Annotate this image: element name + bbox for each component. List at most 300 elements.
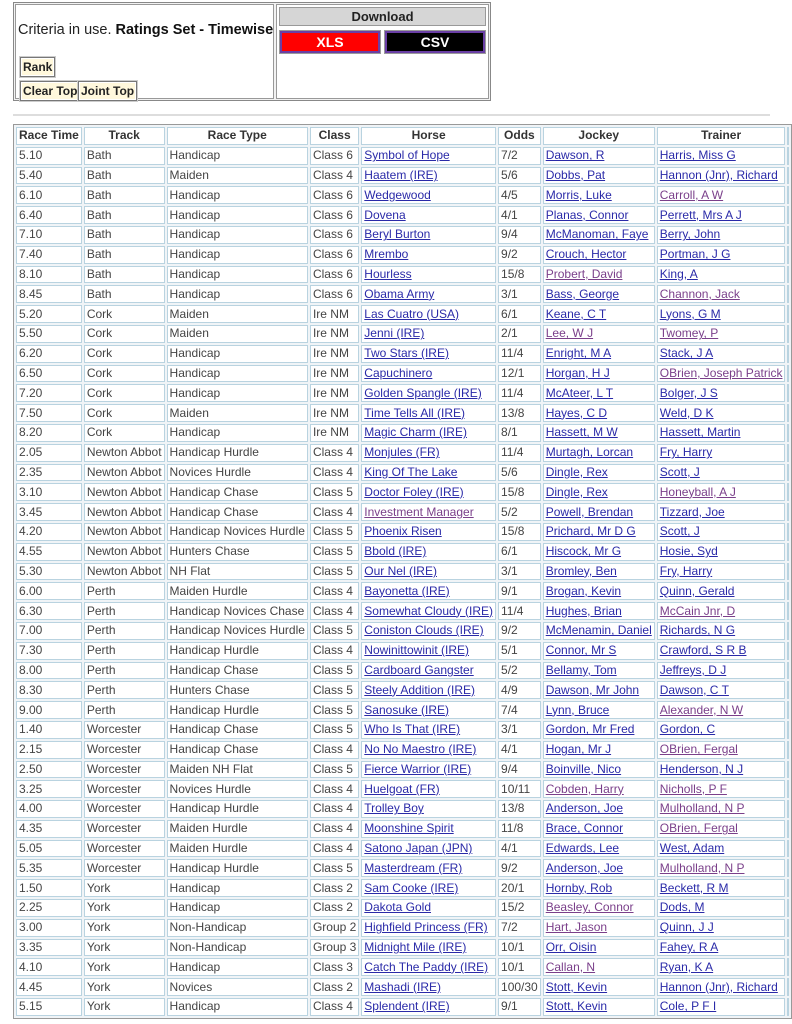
- horse-cell: [361, 424, 496, 442]
- horse-cell: [361, 820, 496, 838]
- horse-link[interactable]: Who Is That (IRE): [364, 722, 461, 737]
- horse-link[interactable]: Highfield Princess (FR): [364, 920, 488, 935]
- horse-link[interactable]: Investment Manager: [364, 504, 474, 519]
- jockey-link[interactable]: Anderson, Joe: [545, 801, 624, 816]
- horse-link[interactable]: Dovena: [364, 207, 406, 222]
- table-row: [16, 859, 789, 877]
- overflow-cell: [787, 345, 789, 363]
- jockey-cell: [543, 701, 655, 719]
- trainer-link[interactable]: Quinn, Gerald: [659, 583, 735, 598]
- horse-link[interactable]: Coniston Clouds (IRE): [364, 623, 484, 638]
- track-cell: Worcester: [84, 820, 165, 838]
- horse-link[interactable]: Satono Japan (JPN): [364, 841, 473, 856]
- trainer-link[interactable]: Hannon (Jnr), Richard: [659, 167, 778, 182]
- trainer-link[interactable]: Perrett, Mrs A J: [659, 207, 742, 222]
- odds-cell: 5/2: [498, 503, 541, 521]
- trainer-link[interactable]: Fry, Harry: [659, 563, 713, 578]
- horse-link[interactable]: Nowinittowinit (IRE): [364, 643, 469, 658]
- jockey-link[interactable]: McAteer, L T: [545, 385, 614, 400]
- track-cell: Bath: [84, 285, 165, 303]
- horse-link[interactable]: Mrembo: [364, 247, 409, 262]
- table-row: [16, 345, 789, 363]
- clear-top-button[interactable]: Clear Top: [20, 81, 80, 101]
- header-race-type[interactable]: Race Type: [167, 127, 308, 145]
- overflow-cell: [787, 186, 789, 204]
- horse-link[interactable]: Magic Charm (IRE): [364, 425, 467, 440]
- jockey-link[interactable]: Dobbs, Pat: [545, 167, 606, 182]
- overflow-cell: [787, 859, 789, 877]
- jockey-link[interactable]: Hassett, M W: [545, 425, 618, 440]
- race-time-cell: 2.25: [16, 899, 82, 917]
- odds-cell: 4/1: [498, 206, 541, 224]
- horse-link[interactable]: Sanosuke (IRE): [364, 702, 449, 717]
- track-cell: Bath: [84, 226, 165, 244]
- overflow-cell: [787, 305, 789, 323]
- jockey-cell: [543, 404, 655, 422]
- trainer-link[interactable]: Jeffreys, D J: [659, 662, 727, 677]
- jockey-cell: [543, 186, 655, 204]
- table-row: [16, 563, 789, 581]
- horse-link[interactable]: Golden Spangle (IRE): [364, 385, 482, 400]
- jockey-link[interactable]: Hart, Jason: [545, 920, 608, 935]
- race-type-cell: Handicap Chase: [167, 741, 308, 759]
- trainer-link[interactable]: Twomey, P: [659, 326, 719, 341]
- table-row: [16, 325, 789, 343]
- track-cell: Worcester: [84, 721, 165, 739]
- race-time-cell: 9.00: [16, 701, 82, 719]
- horse-link[interactable]: Cardboard Gangster: [364, 662, 474, 677]
- horse-link[interactable]: No No Maestro (IRE): [364, 742, 477, 757]
- table-body: [16, 147, 789, 1016]
- horse-link[interactable]: Our Nel (IRE): [364, 563, 437, 578]
- jockey-cell: [543, 681, 655, 699]
- track-cell: Bath: [84, 147, 165, 165]
- horse-link[interactable]: Catch The Paddy (IRE): [364, 959, 489, 974]
- race-type-cell: Handicap: [167, 365, 308, 383]
- table-row: [16, 543, 789, 561]
- jockey-cell: [543, 563, 655, 581]
- horse-link[interactable]: Two Stars (IRE): [364, 346, 449, 361]
- overflow-cell: [787, 780, 789, 798]
- trainer-link[interactable]: Nicholls, P F: [659, 781, 727, 796]
- race-type-cell: Handicap Hurdle: [167, 642, 308, 660]
- horse-link[interactable]: Obama Army: [364, 286, 435, 301]
- jockey-link[interactable]: Crouch, Hector: [545, 247, 627, 262]
- trainer-link[interactable]: Channon, Jack: [659, 286, 740, 301]
- jockey-link[interactable]: Callan, N: [545, 959, 596, 974]
- trainer-link[interactable]: McCain Jnr, D: [659, 603, 736, 618]
- jockey-link[interactable]: Boinville, Nico: [545, 761, 622, 776]
- jockey-link[interactable]: Dawson, R: [545, 148, 605, 163]
- odds-cell: 9/1: [498, 582, 541, 600]
- odds-cell: 3/1: [498, 285, 541, 303]
- overflow-cell: [787, 483, 789, 501]
- trainer-cell: [657, 167, 786, 185]
- jockey-link[interactable]: Prichard, Mr D G: [545, 524, 636, 539]
- trainer-link[interactable]: Gordon, C: [659, 722, 716, 737]
- race-time-cell: 1.50: [16, 879, 82, 897]
- overflow-cell: [787, 464, 789, 482]
- trainer-link[interactable]: OBrien, Fergal: [659, 821, 738, 836]
- jockey-link[interactable]: Dawson, Mr John: [545, 682, 640, 697]
- jockey-link[interactable]: Planas, Connor: [545, 207, 629, 222]
- race-type-cell: Handicap Novices Chase: [167, 602, 308, 620]
- odds-cell: 9/4: [498, 226, 541, 244]
- trainer-link[interactable]: Mulholland, N P: [659, 860, 745, 875]
- race-type-cell: Handicap: [167, 147, 308, 165]
- horse-link[interactable]: King Of The Lake: [364, 464, 458, 479]
- class-cell: Class 6: [310, 147, 359, 165]
- jockey-link[interactable]: Murtagh, Lorcan: [545, 445, 634, 460]
- trainer-link[interactable]: Beckett, R M: [659, 880, 729, 895]
- horse-link[interactable]: Moonshine Spirit: [364, 821, 454, 836]
- jockey-link[interactable]: Cobden, Harry: [545, 781, 624, 796]
- horse-link[interactable]: Capuchinero: [364, 365, 433, 380]
- jockey-link[interactable]: McManoman, Faye: [545, 227, 649, 242]
- trainer-link[interactable]: Harris, Miss G: [659, 148, 736, 163]
- horse-link[interactable]: Doctor Foley (IRE): [364, 484, 464, 499]
- horse-link[interactable]: Splendent (IRE): [364, 999, 450, 1014]
- horse-link[interactable]: Dakota Gold: [364, 900, 431, 915]
- table-row: [16, 840, 789, 858]
- class-cell: Class 4: [310, 820, 359, 838]
- horse-link[interactable]: Huelgoat (FR): [364, 781, 440, 796]
- header-odds[interactable]: Odds: [498, 127, 541, 145]
- trainer-link[interactable]: Lyons, G M: [659, 306, 721, 321]
- odds-cell: 4/9: [498, 681, 541, 699]
- class-cell: Ire NM: [310, 365, 359, 383]
- trainer-link[interactable]: Fahey, R A: [659, 940, 719, 955]
- jockey-link[interactable]: Horgan, H J: [545, 365, 610, 380]
- horse-link[interactable]: Fierce Warrior (IRE): [364, 761, 472, 776]
- trainer-link[interactable]: Dawson, C T: [659, 682, 729, 697]
- horse-link[interactable]: Hourless: [364, 266, 412, 281]
- download-panel: [276, 4, 489, 99]
- class-cell: Class 4: [310, 840, 359, 858]
- class-cell: Class 4: [310, 503, 359, 521]
- trainer-link[interactable]: Hosie, Syd: [659, 544, 718, 559]
- race-time-cell: 5.35: [16, 859, 82, 877]
- jockey-cell: [543, 879, 655, 897]
- horse-cell: [361, 642, 496, 660]
- header-trainer[interactable]: Trainer: [657, 127, 786, 145]
- odds-cell: 15/8: [498, 266, 541, 284]
- jockey-link[interactable]: Brogan, Kevin: [545, 583, 622, 598]
- overflow-cell: [787, 701, 789, 719]
- header-class[interactable]: Class: [310, 127, 359, 145]
- jockey-link[interactable]: Lee, W J: [545, 326, 594, 341]
- race-time-cell: 7.10: [16, 226, 82, 244]
- trainer-cell: [657, 365, 786, 383]
- horse-link[interactable]: Bayonetta (IRE): [364, 583, 450, 598]
- jockey-link[interactable]: Bass, George: [545, 286, 620, 301]
- jockey-link[interactable]: McMenamin, Daniel: [545, 623, 652, 638]
- horse-link[interactable]: Time Tells All (IRE): [364, 405, 465, 420]
- jockey-cell: [543, 820, 655, 838]
- jockey-link[interactable]: Hughes, Brian: [545, 603, 622, 618]
- horse-cell: [361, 147, 496, 165]
- jockey-link[interactable]: Bromley, Ben: [545, 563, 617, 578]
- odds-cell: 6/1: [498, 543, 541, 561]
- jockey-link[interactable]: Hornby, Rob: [545, 880, 613, 895]
- horse-cell: [361, 543, 496, 561]
- horse-link[interactable]: Midnight Mile (IRE): [364, 940, 467, 955]
- odds-cell: 9/4: [498, 761, 541, 779]
- horse-cell: [361, 800, 496, 818]
- horse-cell: [361, 721, 496, 739]
- horse-link[interactable]: Trolley Boy: [364, 801, 424, 816]
- horse-cell: [361, 325, 496, 343]
- race-time-cell: 6.50: [16, 365, 82, 383]
- odds-cell: 10/1: [498, 939, 541, 957]
- trainer-cell: [657, 958, 786, 976]
- odds-cell: 3/1: [498, 563, 541, 581]
- class-cell: Class 6: [310, 246, 359, 264]
- race-type-cell: Handicap: [167, 206, 308, 224]
- trainer-cell: [657, 899, 786, 917]
- horse-link[interactable]: Beryl Burton: [364, 227, 431, 242]
- jockey-link[interactable]: Connor, Mr S: [545, 643, 617, 658]
- jockey-link[interactable]: Dingle, Rex: [545, 484, 608, 499]
- jockey-cell: [543, 800, 655, 818]
- download-xls-button[interactable]: XLS: [279, 30, 381, 54]
- criteria-line: [18, 22, 273, 38]
- trainer-cell: [657, 345, 786, 363]
- overflow-cell: [787, 285, 789, 303]
- overflow-cell: [787, 919, 789, 937]
- trainer-link[interactable]: Scott, J: [659, 524, 700, 539]
- table-row: [16, 444, 789, 462]
- joint-top-button[interactable]: Joint Top: [78, 81, 137, 101]
- header-horse[interactable]: Horse: [361, 127, 496, 145]
- jockey-link[interactable]: Bellamy, Tom: [545, 662, 617, 677]
- jockey-cell: [543, 325, 655, 343]
- jockey-link[interactable]: Keane, C T: [545, 306, 607, 321]
- odds-cell: 9/2: [498, 622, 541, 640]
- trainer-link[interactable]: West, Adam: [659, 841, 725, 856]
- track-cell: Cork: [84, 365, 165, 383]
- class-cell: Ire NM: [310, 384, 359, 402]
- table-row: [16, 919, 789, 937]
- jockey-link[interactable]: Hogan, Mr J: [545, 742, 612, 757]
- horse-cell: [361, 285, 496, 303]
- trainer-link[interactable]: Hassett, Martin: [659, 425, 741, 440]
- overflow-cell: [787, 642, 789, 660]
- horse-link[interactable]: Somewhat Cloudy (IRE): [364, 603, 494, 618]
- trainer-cell: [657, 978, 786, 996]
- trainer-link[interactable]: Carroll, A W: [659, 187, 724, 202]
- trainer-cell: [657, 662, 786, 680]
- trainer-link[interactable]: Mulholland, N P: [659, 801, 745, 816]
- jockey-link[interactable]: Enright, M A: [545, 346, 612, 361]
- class-cell: Class 4: [310, 464, 359, 482]
- trainer-link[interactable]: OBrien, Fergal: [659, 742, 738, 757]
- horse-link[interactable]: Wedgewood: [364, 187, 431, 202]
- race-time-cell: 8.10: [16, 266, 82, 284]
- overflow-cell: [787, 582, 789, 600]
- class-cell: Class 4: [310, 642, 359, 660]
- trainer-link[interactable]: Ryan, K A: [659, 959, 714, 974]
- trainer-link[interactable]: Cole, P F I: [659, 999, 717, 1014]
- track-cell: Worcester: [84, 800, 165, 818]
- horse-cell: [361, 622, 496, 640]
- jockey-link[interactable]: Orr, Oisin: [545, 940, 597, 955]
- table-row: [16, 998, 789, 1016]
- track-cell: Cork: [84, 305, 165, 323]
- odds-cell: 10/1: [498, 958, 541, 976]
- table-row: [16, 602, 789, 620]
- trainer-cell: [657, 464, 786, 482]
- trainer-cell: [657, 226, 786, 244]
- trainer-link[interactable]: Alexander, N W: [659, 702, 744, 717]
- horse-link[interactable]: Phoenix Risen: [364, 524, 442, 539]
- odds-cell: 4/5: [498, 186, 541, 204]
- trainer-link[interactable]: Honeyball, A J: [659, 484, 736, 499]
- horse-cell: [361, 365, 496, 383]
- jockey-cell: [543, 741, 655, 759]
- rank-button[interactable]: Rank: [20, 57, 55, 77]
- table-row: [16, 305, 789, 323]
- trainer-link[interactable]: Richards, N G: [659, 623, 736, 638]
- header-race-time[interactable]: Race Time: [16, 127, 82, 145]
- trainer-link[interactable]: Bolger, J S: [659, 385, 718, 400]
- class-cell: Class 2: [310, 899, 359, 917]
- jockey-link[interactable]: Stott, Kevin: [545, 999, 608, 1014]
- jockey-link[interactable]: Dingle, Rex: [545, 464, 608, 479]
- class-cell: Class 6: [310, 186, 359, 204]
- table-row: [16, 780, 789, 798]
- horse-cell: [361, 958, 496, 976]
- trainer-cell: [657, 800, 786, 818]
- header-track[interactable]: Track: [84, 127, 165, 145]
- trainer-link[interactable]: OBrien, Joseph Patrick: [659, 365, 783, 380]
- trainer-link[interactable]: Tizzard, Joe: [659, 504, 725, 519]
- jockey-link[interactable]: Edwards, Lee: [545, 841, 620, 856]
- odds-cell: 11/8: [498, 820, 541, 838]
- track-cell: Worcester: [84, 741, 165, 759]
- track-cell: Bath: [84, 167, 165, 185]
- race-type-cell: Handicap: [167, 424, 308, 442]
- jockey-cell: [543, 305, 655, 323]
- race-time-cell: 5.15: [16, 998, 82, 1016]
- horse-cell: [361, 780, 496, 798]
- horse-cell: [361, 899, 496, 917]
- race-type-cell: Handicap Chase: [167, 721, 308, 739]
- jockey-link[interactable]: Stott, Kevin: [545, 979, 608, 994]
- jockey-link[interactable]: Morris, Luke: [545, 187, 612, 202]
- horse-link[interactable]: Mashadi (IRE): [364, 979, 441, 994]
- track-cell: York: [84, 958, 165, 976]
- jockey-cell: [543, 780, 655, 798]
- horse-cell: [361, 464, 496, 482]
- horse-link[interactable]: Symbol of Hope: [364, 148, 450, 163]
- horse-cell: [361, 305, 496, 323]
- race-time-cell: 5.05: [16, 840, 82, 858]
- trainer-link[interactable]: Crawford, S R B: [659, 643, 747, 658]
- horse-link[interactable]: Haatem (IRE): [364, 167, 438, 182]
- horse-link[interactable]: Bbold (IRE): [364, 544, 427, 559]
- overflow-cell: [787, 226, 789, 244]
- horse-link[interactable]: Sam Cooke (IRE): [364, 880, 459, 895]
- table-row: [16, 266, 789, 284]
- jockey-link[interactable]: Anderson, Joe: [545, 860, 624, 875]
- class-cell: Class 2: [310, 879, 359, 897]
- trainer-cell: [657, 820, 786, 838]
- trainer-link[interactable]: Dods, M: [659, 900, 705, 915]
- jockey-link[interactable]: Brace, Connor: [545, 821, 624, 836]
- trainer-cell: [657, 186, 786, 204]
- jockey-link[interactable]: Lynn, Bruce: [545, 702, 610, 717]
- jockey-cell: [543, 444, 655, 462]
- overflow-cell: [787, 622, 789, 640]
- track-cell: Cork: [84, 424, 165, 442]
- jockey-cell: [543, 978, 655, 996]
- table-row: [16, 701, 789, 719]
- trainer-link[interactable]: Stack, J A: [659, 346, 714, 361]
- horse-cell: [361, 563, 496, 581]
- trainer-link[interactable]: Henderson, N J: [659, 761, 744, 776]
- race-type-cell: Maiden NH Flat: [167, 761, 308, 779]
- overflow-cell: [787, 958, 789, 976]
- race-time-cell: 4.35: [16, 820, 82, 838]
- horse-cell: [361, 662, 496, 680]
- jockey-cell: [543, 761, 655, 779]
- odds-cell: 13/8: [498, 404, 541, 422]
- overflow-cell: [787, 840, 789, 858]
- trainer-link[interactable]: Scott, J: [659, 464, 700, 479]
- horse-link[interactable]: Monjules (FR): [364, 445, 440, 460]
- jockey-link[interactable]: Powell, Brendan: [545, 504, 634, 519]
- trainer-link[interactable]: Quinn, J J: [659, 920, 714, 935]
- horse-cell: [361, 345, 496, 363]
- horse-link[interactable]: Jenni (IRE): [364, 326, 425, 341]
- table-row: [16, 642, 789, 660]
- jockey-link[interactable]: Hayes, C D: [545, 405, 608, 420]
- download-csv-button[interactable]: CSV: [384, 30, 486, 54]
- odds-cell: 5/2: [498, 662, 541, 680]
- horse-cell: [361, 266, 496, 284]
- trainer-link[interactable]: Hannon (Jnr), Richard: [659, 979, 778, 994]
- race-time-cell: 3.00: [16, 919, 82, 937]
- class-cell: Class 6: [310, 285, 359, 303]
- class-cell: Group 2: [310, 919, 359, 937]
- horse-link[interactable]: Masterdream (FR): [364, 860, 463, 875]
- race-time-cell: 6.10: [16, 186, 82, 204]
- trainer-link[interactable]: Weld, D K: [659, 405, 714, 420]
- odds-cell: 8/1: [498, 424, 541, 442]
- jockey-cell: [543, 662, 655, 680]
- race-time-cell: 3.25: [16, 780, 82, 798]
- trainer-cell: [657, 523, 786, 541]
- jockey-link[interactable]: Probert, David: [545, 266, 623, 281]
- jockey-link[interactable]: Gordon, Mr Fred: [545, 722, 635, 737]
- race-type-cell: Handicap: [167, 226, 308, 244]
- trainer-link[interactable]: Berry, John: [659, 227, 721, 242]
- trainer-link[interactable]: Fry, Harry: [659, 445, 713, 460]
- race-time-cell: 2.15: [16, 741, 82, 759]
- jockey-link[interactable]: Beasley, Connor: [545, 900, 634, 915]
- trainer-link[interactable]: Portman, J G: [659, 247, 731, 262]
- jockey-link[interactable]: Hiscock, Mr G: [545, 544, 622, 559]
- horse-link[interactable]: Las Cuatro (USA): [364, 306, 459, 321]
- trainer-cell: [657, 444, 786, 462]
- overflow-cell: [787, 424, 789, 442]
- horse-link[interactable]: Steely Addition (IRE): [364, 682, 476, 697]
- horse-cell: [361, 859, 496, 877]
- header-jockey[interactable]: Jockey: [543, 127, 655, 145]
- trainer-link[interactable]: King, A: [659, 266, 698, 281]
- odds-cell: 6/1: [498, 305, 541, 323]
